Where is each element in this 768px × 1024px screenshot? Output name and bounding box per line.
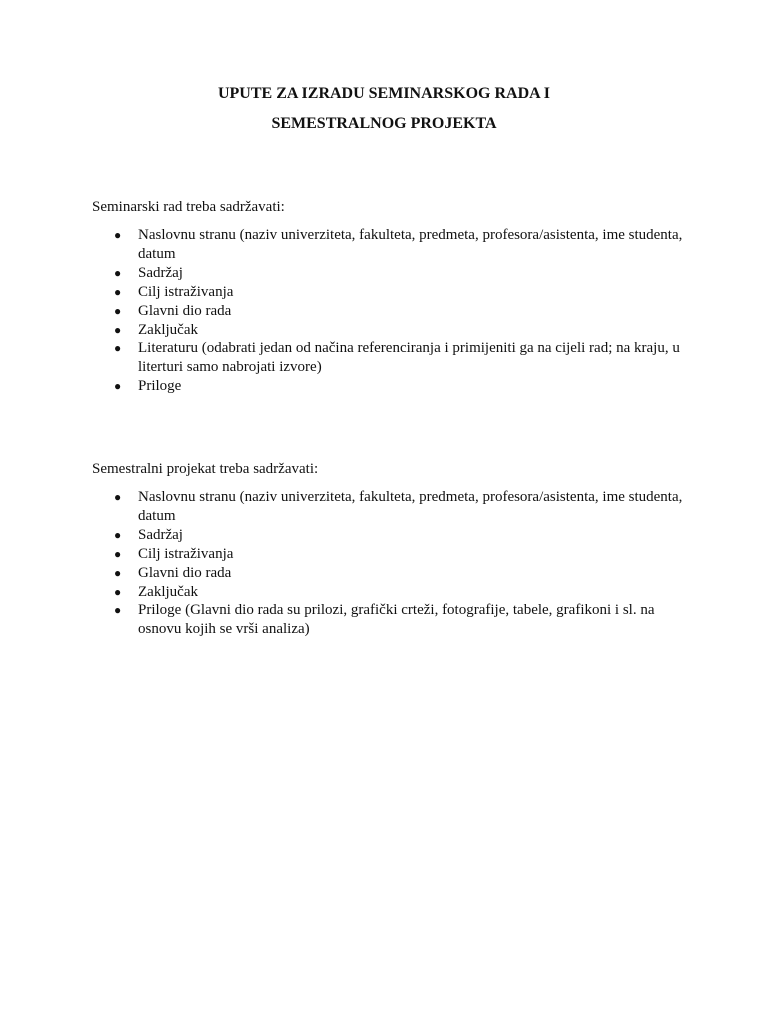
bullet-icon: ● bbox=[114, 228, 122, 242]
list-item bbox=[92, 264, 686, 283]
list-item bbox=[92, 283, 686, 302]
bullet-icon: ● bbox=[114, 379, 122, 394]
bullet-icon: ● bbox=[114, 265, 122, 280]
bullet-icon: ● bbox=[114, 546, 122, 561]
bullet-icon: ● bbox=[114, 341, 122, 356]
list-item bbox=[92, 601, 686, 639]
list-item-text: Glavni dio rada bbox=[138, 564, 232, 581]
list-item-text: Literaturu (odabrati jedan od načina referenciranja i primijeniti ga na cijeli rad; na kraju, u literturi samo nabrojati izvore) bbox=[138, 340, 680, 376]
bullet-icon: ● bbox=[114, 565, 122, 580]
list-item bbox=[92, 564, 686, 583]
list-item bbox=[92, 321, 686, 340]
bullet-icon: ● bbox=[114, 603, 122, 618]
bullet-icon: ● bbox=[114, 584, 122, 599]
project-section bbox=[92, 460, 692, 639]
list-item-text: Priloge bbox=[138, 378, 182, 395]
list-item-text: Zaključak bbox=[138, 583, 198, 600]
bullet-icon: ● bbox=[114, 527, 122, 542]
list-item bbox=[92, 526, 686, 545]
document-title-line-1: UPUTE ZA IZRADU SEMINARSKOG RADA I bbox=[217, 85, 551, 102]
list-item bbox=[92, 302, 686, 321]
bullet-icon: ● bbox=[114, 490, 122, 504]
list-item-text: Cilj istraživanja bbox=[138, 283, 234, 300]
seminar-section bbox=[92, 198, 692, 396]
list-item-text: Priloge (Glavni dio rada su prilozi, grafički crteži, fotografije, tabele, grafikoni i sl. na osnovu kojih se vrši analiza) bbox=[138, 602, 655, 638]
list-item-text: Sadržaj bbox=[138, 526, 183, 543]
document-title-line-2: SEMESTRALNOG PROJEKTA bbox=[271, 115, 497, 132]
list-item-text: Zaključak bbox=[138, 321, 198, 338]
list-item-text: Cilj istraživanja bbox=[138, 545, 234, 562]
list-item bbox=[92, 339, 686, 377]
project-intro: Semestralni projekat treba sadržavati: bbox=[92, 461, 319, 477]
bullet-icon: ● bbox=[114, 322, 122, 337]
bullet-icon: ● bbox=[114, 303, 122, 318]
list-item bbox=[92, 488, 686, 526]
seminar-intro: Seminarski rad treba sadržavati: bbox=[92, 199, 285, 215]
seminar-list bbox=[92, 226, 692, 396]
list-item bbox=[92, 545, 686, 564]
list-item-text: Naslovnu stranu (naziv univerziteta, fakulteta, predmeta, profesora/asistenta, ime studenta, datum bbox=[138, 227, 683, 262]
list-item-text: Naslovnu stranu (naziv univerziteta, fakulteta, predmeta, profesora/asistenta, ime studenta, datum bbox=[138, 489, 683, 524]
bullet-icon: ● bbox=[114, 284, 122, 299]
list-item bbox=[92, 377, 686, 396]
list-item bbox=[92, 583, 686, 602]
project-list bbox=[92, 488, 692, 639]
list-item-text: Glavni dio rada bbox=[138, 302, 232, 319]
list-item bbox=[92, 226, 686, 264]
list-item-text: Sadržaj bbox=[138, 264, 183, 281]
